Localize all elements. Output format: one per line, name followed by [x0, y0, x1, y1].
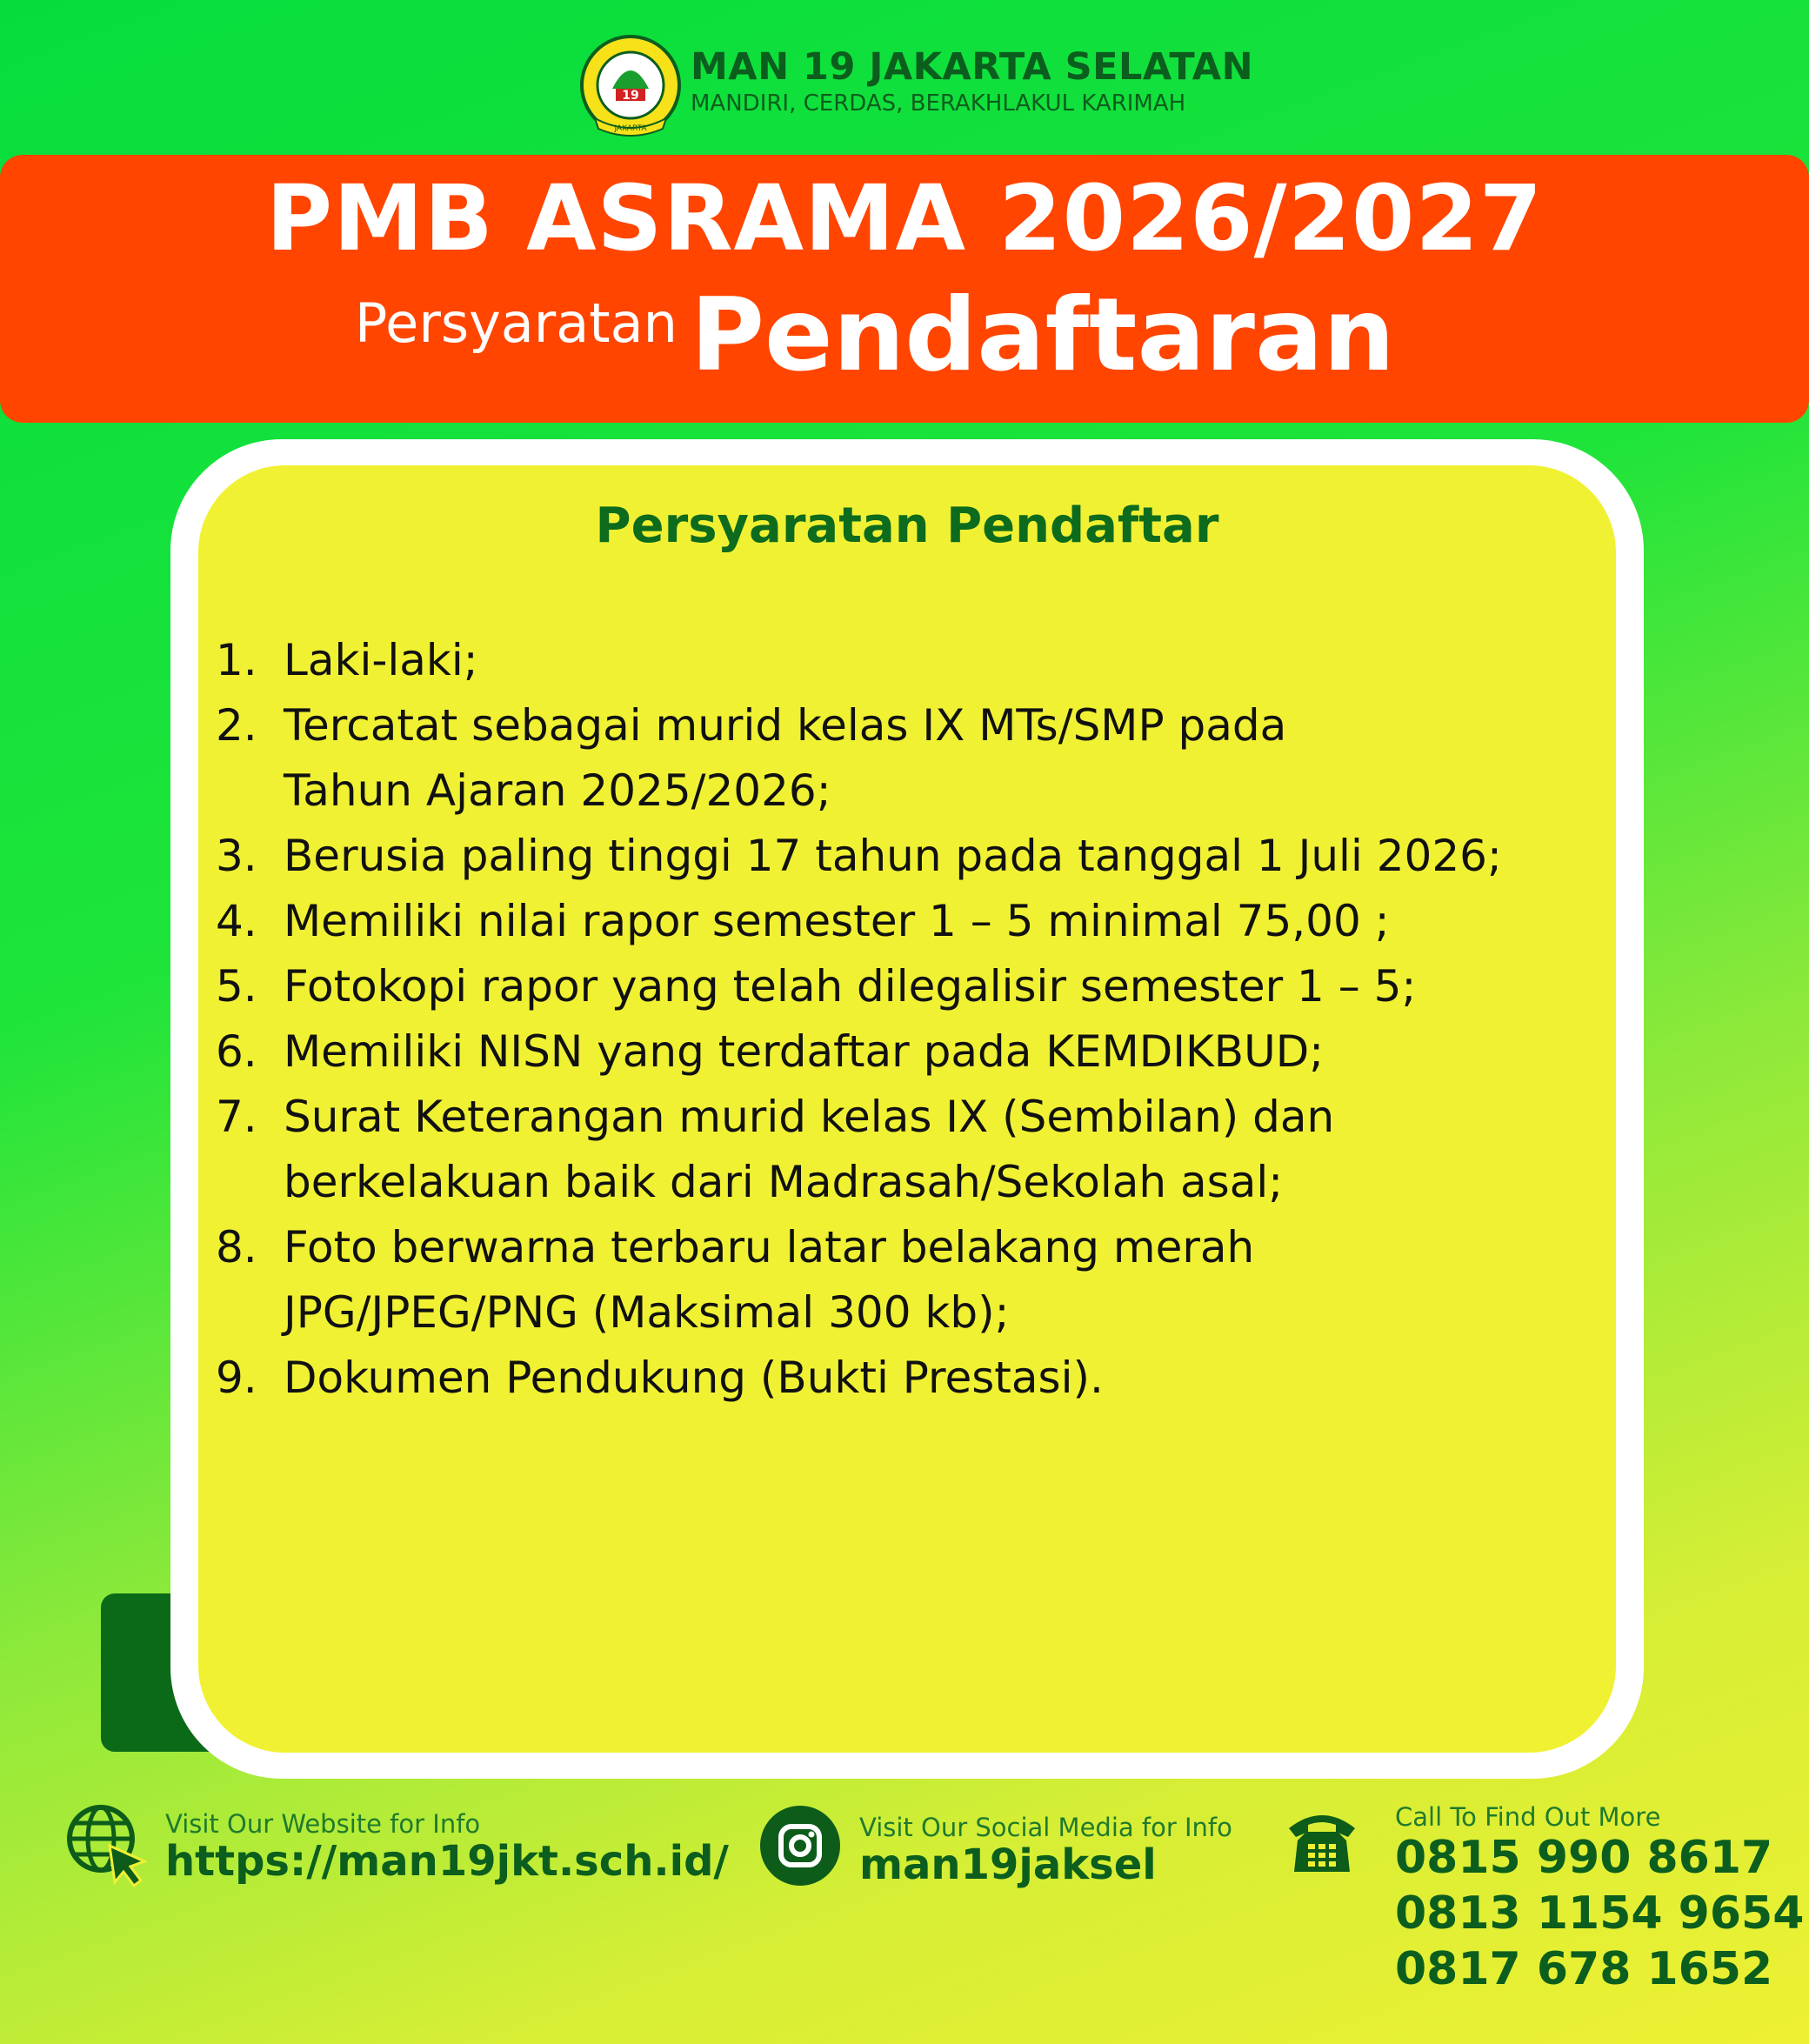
- phone-number[interactable]: 0813 1154 9654: [1395, 1887, 1805, 1940]
- social-handle[interactable]: man19jaksel: [859, 1840, 1157, 1889]
- telephone-icon: [1285, 1806, 1358, 1875]
- list-item: 8. Foto berwarna terbaru latar belakang merah JPG/JPEG/PNG (Maksimal 300 kb);: [216, 1222, 1255, 1338]
- school-name: MAN 19 JAKARTA SELATAN: [691, 45, 1254, 89]
- school-logo: [577, 35, 684, 141]
- card-title: Persyaratan Pendaftar: [595, 498, 1219, 554]
- school-motto: MANDIRI, CERDAS, BERAKHLAKUL KARIMAH: [691, 90, 1186, 117]
- website-link[interactable]: https://man19jkt.sch.id/: [165, 1837, 729, 1886]
- list-item: 4. Memiliki nilai rapor semester 1 – 5 minimal 75,00 ;: [216, 896, 1390, 946]
- banner-subtitle-prefix: Persyaratan: [355, 291, 678, 355]
- website-label: Visit Our Website for Info: [165, 1809, 481, 1839]
- list-item: 1. Laki-laki;: [216, 635, 478, 685]
- svg-text:19: 19: [622, 89, 639, 103]
- phone-number[interactable]: 0815 990 8617: [1395, 1832, 1773, 1884]
- requirements-list: [216, 628, 1607, 1411]
- instagram-icon: [760, 1806, 840, 1886]
- phone-number[interactable]: 0817 678 1652: [1395, 1943, 1773, 1995]
- header: [0, 0, 1809, 148]
- social-label: Visit Our Social Media for Info: [859, 1813, 1232, 1842]
- banner-title: PMB ASRAMA 2026/2027: [265, 165, 1544, 271]
- list-item: 2. Tercatat sebagai murid kelas IX MTs/SMP pada Tahun Ajaran 2025/2026;: [216, 700, 1287, 816]
- list-item: 7. Surat Keterangan murid kelas IX (Sembilan) dan berkelakuan baik dari Madrasah/Sekolah asal;: [216, 1092, 1335, 1207]
- list-item: 3. Berusia paling tinggi 17 tahun pada tanggal 1 Juli 2026;: [216, 831, 1502, 881]
- list-item: 5. Fotokopi rapor yang telah dilegalisir semester 1 – 5;: [216, 961, 1417, 1012]
- banner-subtitle-main: Pendaftaran: [691, 277, 1395, 394]
- list-item: 6. Memiliki NISN yang terdaftar pada KEMDIKBUD;: [216, 1026, 1325, 1077]
- svg-text:JAKARTA: JAKARTA: [614, 124, 647, 133]
- list-item: 9. Dokumen Pendukung (Bukti Prestasi).: [216, 1353, 1104, 1403]
- globe-cursor-icon: [66, 1804, 150, 1887]
- phone-label: Call To Find Out More: [1395, 1802, 1661, 1832]
